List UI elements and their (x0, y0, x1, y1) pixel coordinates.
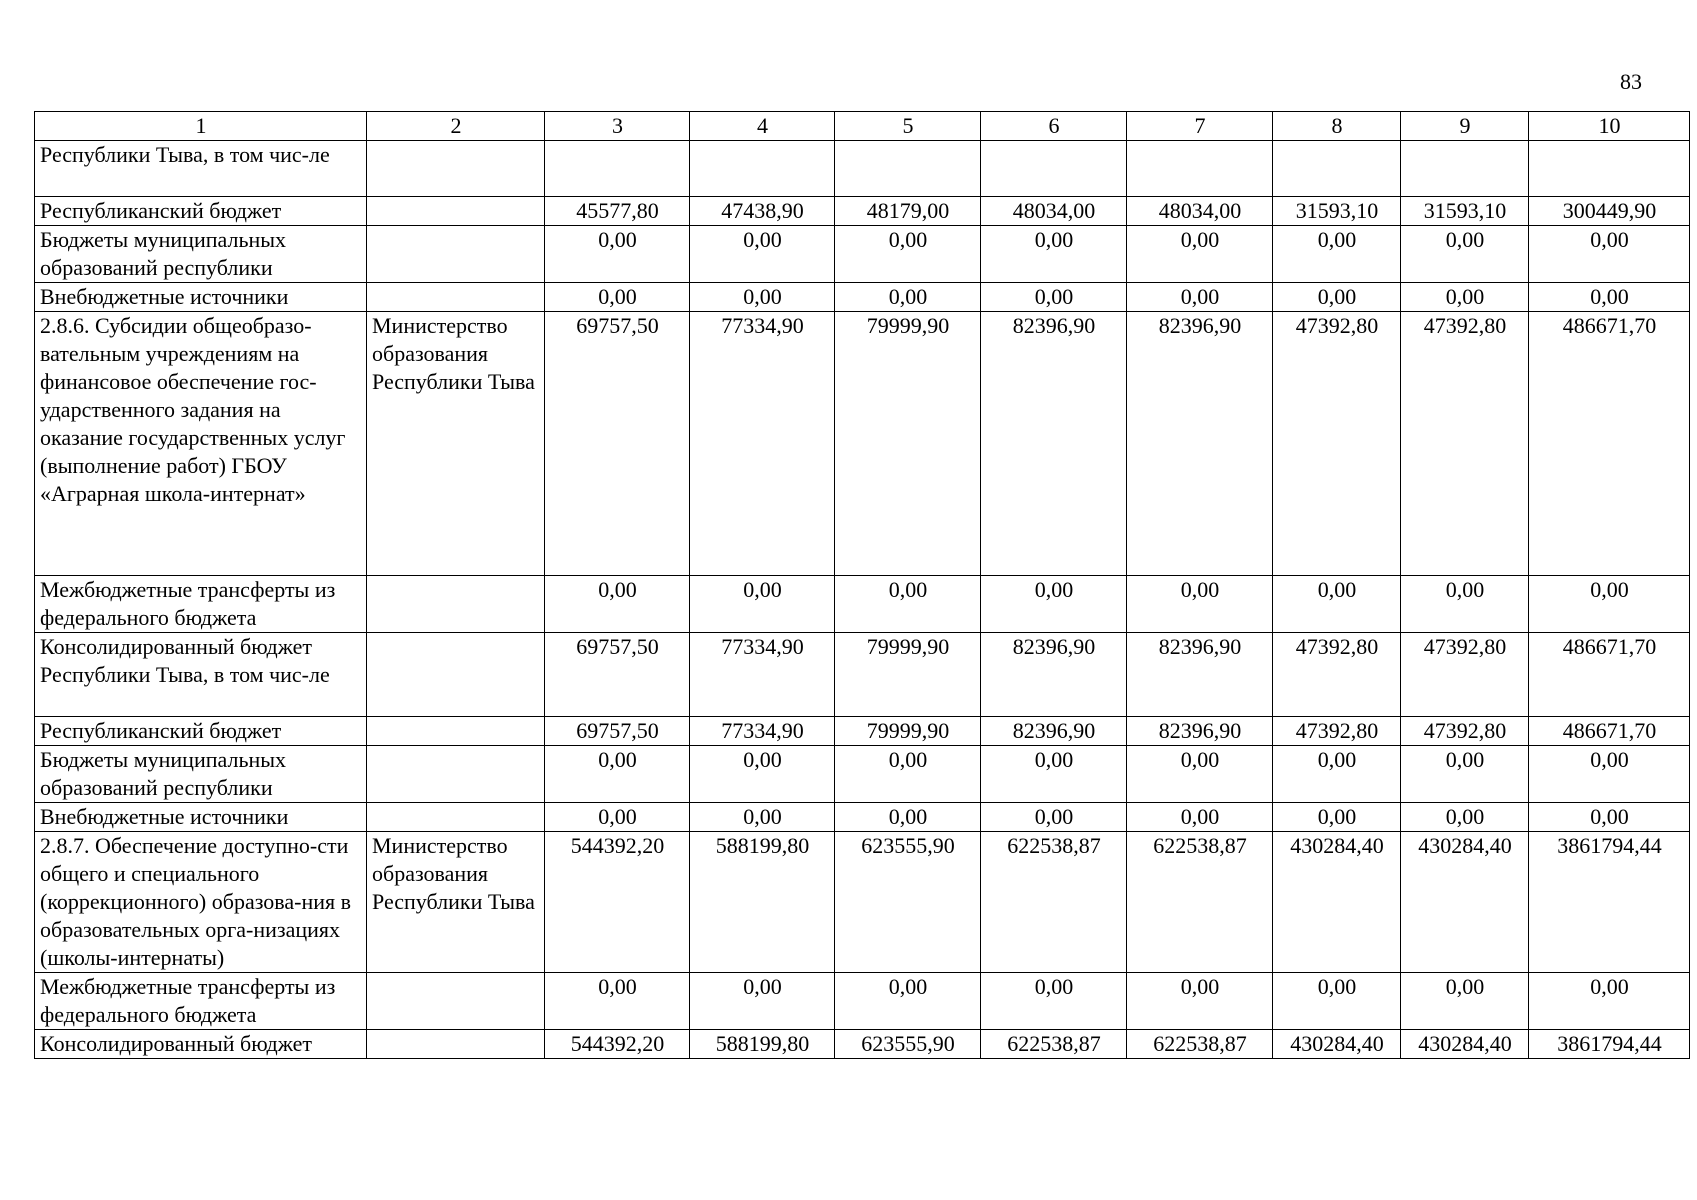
value-cell: 544392,20 (545, 1030, 690, 1059)
row-responsible (367, 1030, 545, 1059)
value-cell: 47392,80 (1273, 717, 1401, 746)
value-cell: 0,00 (1273, 746, 1401, 803)
row-label: Внебюджетные источники (35, 803, 367, 832)
row-responsible (367, 141, 545, 197)
value-cell: 82396,90 (1127, 312, 1273, 576)
table-row (35, 1030, 1690, 1059)
value-cell: 622538,87 (981, 1030, 1127, 1059)
value-cell: 0,00 (1273, 576, 1401, 633)
row-responsible (367, 226, 545, 283)
value-cell: 622538,87 (1127, 1030, 1273, 1059)
value-cell: 486671,70 (1529, 312, 1690, 576)
value-cell: 0,00 (1127, 973, 1273, 1030)
value-cell: 0,00 (1273, 803, 1401, 832)
value-cell: 300449,90 (1529, 197, 1690, 226)
row-label: Республиканский бюджет (35, 717, 367, 746)
value-cell: 0,00 (981, 226, 1127, 283)
value-cell: 0,00 (981, 576, 1127, 633)
table-row (35, 283, 1690, 312)
header-cell: 4 (690, 112, 835, 141)
row-label: Межбюджетные трансферты из федерального бюджета (35, 576, 367, 633)
value-cell: 69757,50 (545, 312, 690, 576)
table-body (35, 141, 1690, 1059)
value-cell: 0,00 (1401, 746, 1529, 803)
table-row (35, 576, 1690, 633)
value-cell: 0,00 (1273, 226, 1401, 283)
value-cell (1127, 141, 1273, 197)
value-cell: 47392,80 (1401, 633, 1529, 717)
value-cell: 0,00 (835, 803, 981, 832)
row-responsible (367, 633, 545, 717)
value-cell: 0,00 (690, 746, 835, 803)
value-cell: 0,00 (1127, 283, 1273, 312)
value-cell: 77334,90 (690, 717, 835, 746)
value-cell: 0,00 (1529, 226, 1690, 283)
value-cell: 588199,80 (690, 832, 835, 973)
value-cell: 0,00 (545, 226, 690, 283)
row-responsible (367, 746, 545, 803)
value-cell (1273, 141, 1401, 197)
table-row (35, 141, 1690, 197)
header-cell: 1 (35, 112, 367, 141)
value-cell: 0,00 (1529, 803, 1690, 832)
value-cell: 0,00 (835, 973, 981, 1030)
value-cell: 69757,50 (545, 717, 690, 746)
row-label: Консолидированный бюджет (35, 1030, 367, 1059)
value-cell: 0,00 (981, 973, 1127, 1030)
value-cell: 47392,80 (1401, 312, 1529, 576)
value-cell: 0,00 (1401, 226, 1529, 283)
table-row (35, 717, 1690, 746)
value-cell: 0,00 (545, 576, 690, 633)
row-responsible: Министерство образования Республики Тыва (367, 832, 545, 973)
value-cell: 0,00 (835, 226, 981, 283)
row-label: Межбюджетные трансферты из федерального бюджета (35, 973, 367, 1030)
value-cell: 0,00 (545, 746, 690, 803)
value-cell: 82396,90 (1127, 633, 1273, 717)
value-cell: 430284,40 (1401, 1030, 1529, 1059)
value-cell: 47392,80 (1273, 312, 1401, 576)
value-cell: 622538,87 (981, 832, 1127, 973)
budget-table (34, 111, 1690, 1059)
value-cell (981, 141, 1127, 197)
row-label: Внебюджетные источники (35, 283, 367, 312)
row-responsible (367, 576, 545, 633)
row-responsible (367, 717, 545, 746)
value-cell: 0,00 (835, 283, 981, 312)
table-row (35, 973, 1690, 1030)
row-label: Республиканский бюджет (35, 197, 367, 226)
value-cell (545, 141, 690, 197)
value-cell: 31593,10 (1401, 197, 1529, 226)
value-cell: 79999,90 (835, 717, 981, 746)
value-cell: 0,00 (1127, 746, 1273, 803)
value-cell: 3861794,44 (1529, 832, 1690, 973)
table-row (35, 312, 1690, 576)
value-cell: 0,00 (1529, 576, 1690, 633)
value-cell: 77334,90 (690, 312, 835, 576)
value-cell: 0,00 (1529, 746, 1690, 803)
value-cell: 0,00 (1401, 283, 1529, 312)
value-cell: 0,00 (1529, 283, 1690, 312)
row-responsible: Министерство образования Республики Тыва (367, 312, 545, 576)
value-cell: 0,00 (690, 283, 835, 312)
value-cell: 48179,00 (835, 197, 981, 226)
value-cell: 0,00 (690, 226, 835, 283)
value-cell: 486671,70 (1529, 633, 1690, 717)
row-label: Республики Тыва, в том чис-ле (35, 141, 367, 197)
value-cell: 82396,90 (981, 312, 1127, 576)
value-cell: 0,00 (981, 803, 1127, 832)
row-label: 2.8.7. Обеспечение доступно-сти общего и специального (коррекционного) образова-ния в образовательных орга-низациях (школы-интернаты) (35, 832, 367, 973)
table-row (35, 832, 1690, 973)
table-row (35, 197, 1690, 226)
value-cell: 0,00 (690, 576, 835, 633)
value-cell: 77334,90 (690, 633, 835, 717)
row-label: Бюджеты муниципальных образований республики (35, 226, 367, 283)
value-cell: 0,00 (690, 803, 835, 832)
value-cell: 0,00 (545, 973, 690, 1030)
value-cell: 0,00 (1529, 973, 1690, 1030)
value-cell: 0,00 (1401, 803, 1529, 832)
value-cell: 47392,80 (1273, 633, 1401, 717)
value-cell: 430284,40 (1273, 1030, 1401, 1059)
value-cell: 0,00 (690, 973, 835, 1030)
table-row (35, 226, 1690, 283)
value-cell: 0,00 (1401, 973, 1529, 1030)
page-number: 83 (1620, 69, 1642, 94)
value-cell: 0,00 (1401, 576, 1529, 633)
value-cell (1401, 141, 1529, 197)
value-cell: 544392,20 (545, 832, 690, 973)
table-row (35, 803, 1690, 832)
value-cell: 0,00 (545, 803, 690, 832)
row-label: Бюджеты муниципальных образований республики (35, 746, 367, 803)
row-label: Консолидированный бюджет Республики Тыва, в том чис-ле (35, 633, 367, 717)
value-cell: 430284,40 (1401, 832, 1529, 973)
value-cell: 623555,90 (835, 1030, 981, 1059)
value-cell: 47438,90 (690, 197, 835, 226)
value-cell: 82396,90 (981, 717, 1127, 746)
value-cell: 69757,50 (545, 633, 690, 717)
value-cell: 0,00 (545, 283, 690, 312)
row-responsible (367, 283, 545, 312)
value-cell (835, 141, 981, 197)
row-responsible (367, 197, 545, 226)
header-cell: 3 (545, 112, 690, 141)
value-cell: 79999,90 (835, 312, 981, 576)
value-cell: 430284,40 (1273, 832, 1401, 973)
value-cell: 3861794,44 (1529, 1030, 1690, 1059)
table-row (35, 633, 1690, 717)
header-cell: 10 (1529, 112, 1690, 141)
header-cell: 8 (1273, 112, 1401, 141)
table-row (35, 746, 1690, 803)
value-cell: 48034,00 (981, 197, 1127, 226)
header-cell: 7 (1127, 112, 1273, 141)
value-cell: 588199,80 (690, 1030, 835, 1059)
value-cell: 623555,90 (835, 832, 981, 973)
header-cell: 6 (981, 112, 1127, 141)
value-cell: 0,00 (835, 576, 981, 633)
value-cell: 0,00 (1127, 576, 1273, 633)
value-cell: 622538,87 (1127, 832, 1273, 973)
value-cell: 0,00 (1273, 973, 1401, 1030)
value-cell: 0,00 (981, 746, 1127, 803)
value-cell: 31593,10 (1273, 197, 1401, 226)
value-cell: 82396,90 (1127, 717, 1273, 746)
value-cell: 0,00 (835, 746, 981, 803)
row-label: 2.8.6. Субсидии общеобразо-вательным учреждениям на финансовое обеспечение гос-ударственного задания на оказание государственных услуг (выполнение работ) ГБОУ «Аграрная школа-интернат» (35, 312, 367, 576)
row-responsible (367, 803, 545, 832)
value-cell: 0,00 (1127, 226, 1273, 283)
value-cell: 0,00 (1127, 803, 1273, 832)
header-row (35, 112, 1690, 141)
value-cell: 0,00 (1273, 283, 1401, 312)
value-cell (690, 141, 835, 197)
header-cell: 2 (367, 112, 545, 141)
value-cell: 486671,70 (1529, 717, 1690, 746)
value-cell: 47392,80 (1401, 717, 1529, 746)
value-cell: 82396,90 (981, 633, 1127, 717)
value-cell: 0,00 (981, 283, 1127, 312)
value-cell: 45577,80 (545, 197, 690, 226)
value-cell: 48034,00 (1127, 197, 1273, 226)
header-cell: 9 (1401, 112, 1529, 141)
row-responsible (367, 973, 545, 1030)
value-cell (1529, 141, 1690, 197)
value-cell: 79999,90 (835, 633, 981, 717)
header-cell: 5 (835, 112, 981, 141)
